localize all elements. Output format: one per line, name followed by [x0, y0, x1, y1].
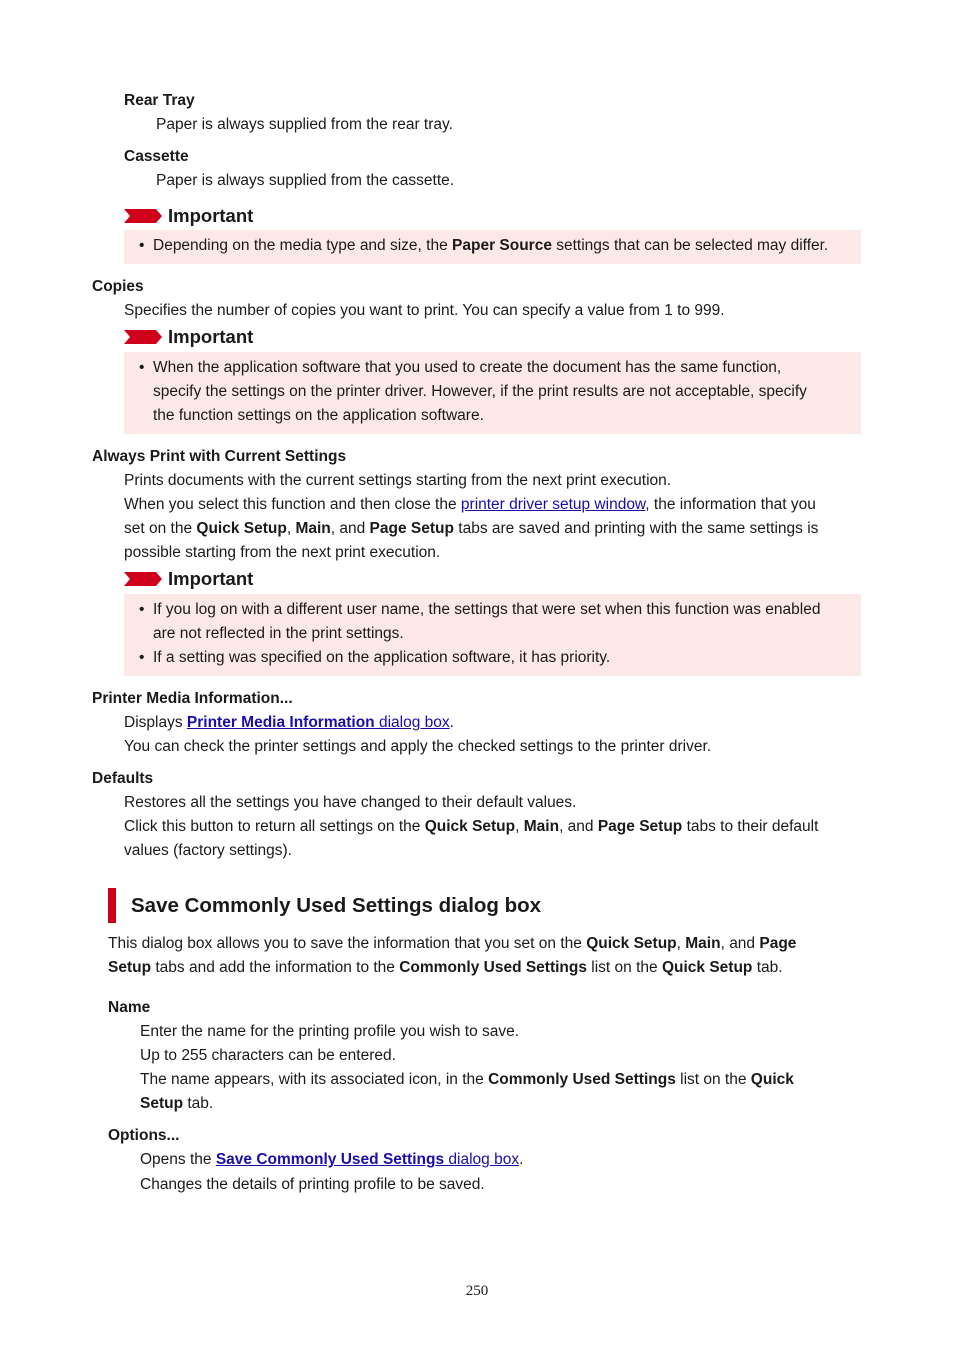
options-line: Changes the details of printing profile to be saved.: [140, 1176, 485, 1193]
always-print-line: When you select this function and then close the printer driver setup window, the information that you: [124, 496, 816, 513]
important-title: Important: [168, 568, 254, 589]
copies-term: Copies: [92, 278, 144, 295]
printer-driver-setup-window-link[interactable]: printer driver setup window: [460, 496, 646, 513]
options-term: Options...: [108, 1127, 180, 1144]
section-accent-bar: [108, 888, 116, 923]
printer-media-line: Displays Printer Media Information dialog box.: [124, 714, 454, 731]
printer-media-line: You can check the printer settings and apply the checked settings to the printer driver.: [124, 738, 712, 755]
defaults-term: Defaults: [92, 770, 154, 787]
important-chevrons-icon: [124, 570, 164, 588]
bullet: •: [139, 649, 145, 666]
printer-media-information-link[interactable]: Printer Media Information dialog box: [186, 714, 450, 731]
important-item-continuation: the function settings on the application software.: [153, 407, 484, 424]
defaults-line: Restores all the settings you have changed to their default values.: [124, 794, 577, 811]
name-line: Up to 255 characters can be entered.: [140, 1047, 396, 1064]
section-paragraph-line: Setup tabs and add the information to the Commonly Used Settings list on the Quick Setup tab.: [108, 959, 783, 976]
important-item: • Depending on the media type and size, the Paper Source settings that can be selected may differ.: [153, 234, 828, 258]
name-term: Name: [108, 999, 151, 1016]
section-title: Save Commonly Used Settings dialog box: [131, 894, 542, 917]
important-item-continuation: specify the settings on the printer driver. However, if the print results are not acceptable, specify: [153, 383, 807, 400]
important-heading: [124, 324, 253, 350]
important-title: Important: [168, 326, 254, 347]
important-heading: [124, 203, 253, 229]
important-item: • If you log on with a different user name, the settings that were set when this function was enabled: [153, 598, 820, 622]
always-print-line: possible starting from the next print execution.: [124, 544, 441, 561]
cassette-desc: Paper is always supplied from the cassette.: [156, 172, 455, 189]
defaults-line: values (factory settings).: [124, 842, 292, 859]
bullet: •: [139, 601, 145, 618]
rear-tray-term: Rear Tray: [124, 92, 195, 109]
important-item-continuation: are not reflected in the print settings.: [153, 625, 404, 642]
important-chevrons-icon: [124, 328, 164, 346]
bullet: •: [139, 237, 145, 254]
page-number: 250: [465, 1283, 489, 1299]
important-box: [124, 230, 861, 264]
always-print-line: Prints documents with the current settings starting from the next print execution.: [124, 472, 672, 489]
bullet: •: [139, 359, 145, 376]
important-box: [124, 594, 861, 676]
defaults-line: Click this button to return all settings on the Quick Setup, Main, and Page Setup tabs to their default: [124, 818, 819, 835]
name-line: Enter the name for the printing profile you wish to save.: [140, 1023, 520, 1040]
printer-media-term: Printer Media Information...: [92, 690, 293, 707]
options-line: Opens the Save Commonly Used Settings dialog box.: [140, 1151, 524, 1168]
always-print-term: Always Print with Current Settings: [92, 448, 347, 465]
important-box: [124, 352, 861, 434]
name-line: Setup tab.: [140, 1095, 214, 1112]
important-chevrons-icon: [124, 207, 164, 225]
important-title: Important: [168, 205, 254, 226]
important-item: • If a setting was specified on the application software, it has priority.: [153, 646, 610, 670]
save-commonly-used-settings-link[interactable]: Save Commonly Used Settings dialog box: [215, 1151, 520, 1168]
cassette-term: Cassette: [124, 148, 189, 165]
rear-tray-desc: Paper is always supplied from the rear tray.: [156, 116, 453, 133]
always-print-line: set on the Quick Setup, Main, and Page Setup tabs are saved and printing with the same settings is: [124, 520, 819, 537]
name-line: The name appears, with its associated icon, in the Commonly Used Settings list on the Quick: [140, 1071, 794, 1088]
copies-desc: Specifies the number of copies you want to print. You can specify a value from 1 to 999.: [124, 302, 725, 319]
important-heading: [124, 566, 253, 592]
section-paragraph-line: This dialog box allows you to save the information that you set on the Quick Setup, Main, and Page: [108, 935, 797, 952]
important-item: • When the application software that you used to create the document has the same function,: [153, 356, 781, 380]
